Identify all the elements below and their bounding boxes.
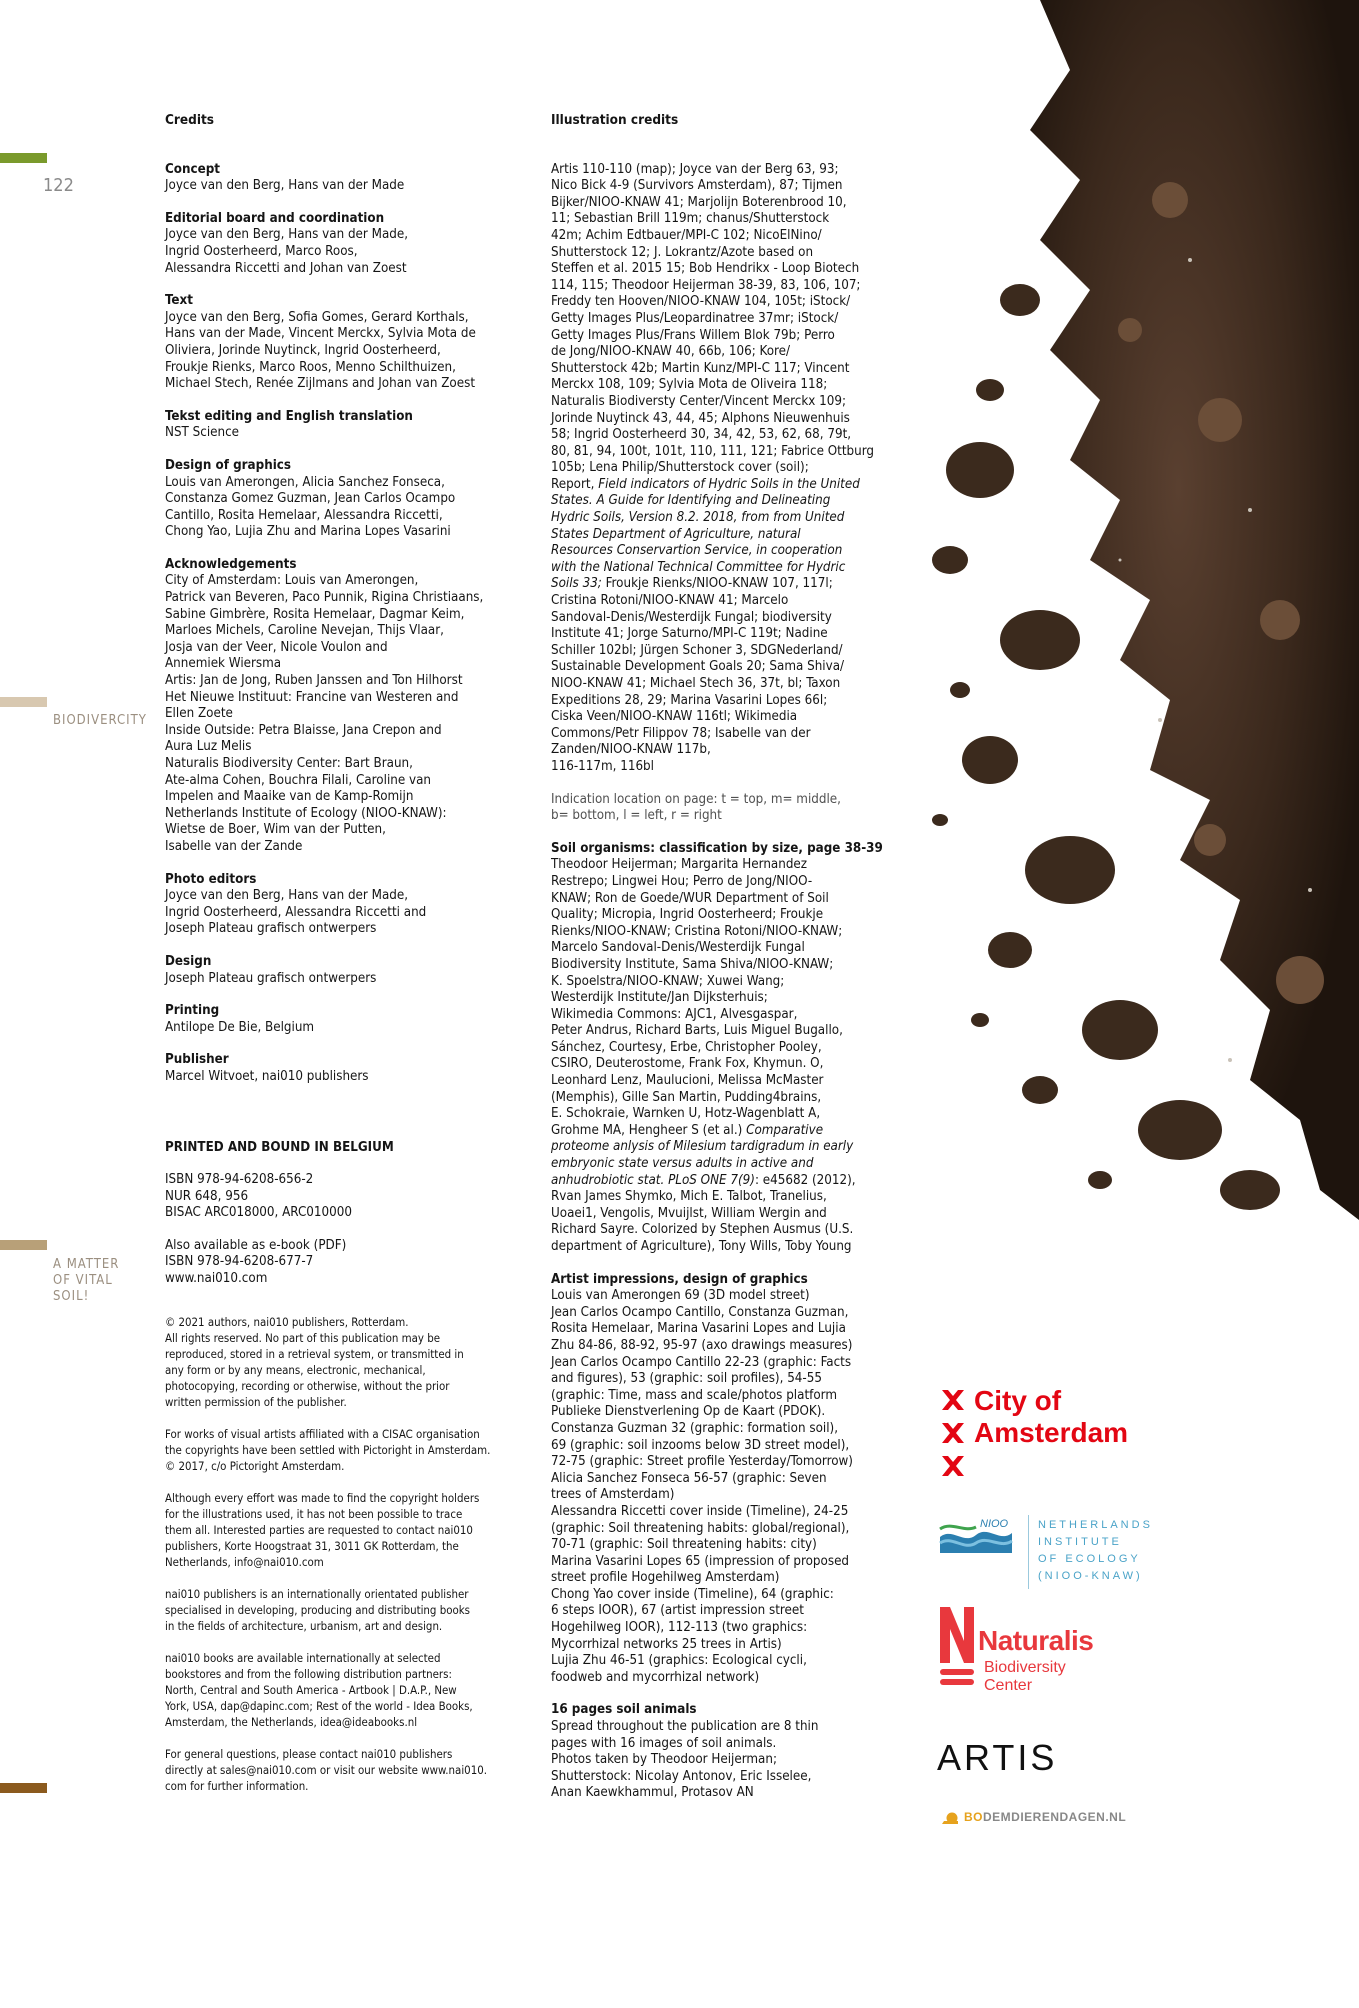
text-line: Louis van Amerongen, Alicia Sanchez Fonseca, <box>165 474 445 490</box>
text-line: nai010 publishers is an internationally orientated publisher <box>165 1586 469 1601</box>
text-line: Sandoval-Denis/Westerdijk Fungal; biodiversity <box>551 609 832 625</box>
text-line: Westerdijk Institute/Jan Dijksterhuis; <box>551 990 768 1006</box>
text-line: bookstores and from the following distribution partners: <box>165 1666 452 1681</box>
artist-impressions-credits <box>551 1272 886 1687</box>
text-line: © 2021 authors, nai010 publishers, Rotterdam. <box>165 1314 409 1329</box>
text-line: Patrick van Beveren, Paco Punnik, Rigina Christiaans, <box>165 590 484 606</box>
credits-section <box>165 293 525 393</box>
paper-line <box>551 1173 886 1190</box>
credits-section-body <box>165 227 525 277</box>
text-line: Chong Yao cover inside (Timeline), 64 (graphic: <box>551 1586 834 1602</box>
credits-section-body <box>165 178 525 195</box>
text-line: foodweb and mycorrhizal network) <box>551 1669 760 1685</box>
text-line: and figures), 53 (graphic: soil profiles), 54-55 <box>551 1371 822 1387</box>
report-title: Field indicators of Hydric Soils in the United <box>598 476 860 492</box>
city-of-amsterdam-xxx-icon <box>940 1388 966 1480</box>
soil-organisms-heading: Soil organisms: classification by size, page 38-39 <box>551 840 883 856</box>
nioo-wave-icon <box>938 1515 1014 1555</box>
text-line: Peter Andrus, Richard Barts, Luis Miguel Bugallo, <box>551 1023 843 1039</box>
text-line: K. Spoelstra/NIOO-KNAW; Xuwei Wang; <box>551 973 785 989</box>
text-line: written permission of the publisher. <box>165 1394 347 1409</box>
text-line: York, USA, dap@dapinc.com; Rest of the world - Idea Books, <box>165 1698 473 1713</box>
text-line: Artis: Jan de Jong, Ruben Janssen and Ton Hilhorst <box>165 673 463 689</box>
text-line: for the illustrations used, it has not been possible to trace <box>165 1506 463 1521</box>
printed-notice: PRINTED AND BOUND IN BELGIUM <box>165 1139 394 1155</box>
text-line: Naturalis Biodiversty Center/Vincent Merckx 109; <box>551 393 847 409</box>
report-title: with the National Technical Committee for Hydric <box>551 559 846 575</box>
text-line: Uoaei1, Vengolis, Mvuijlst, William Wergin and <box>551 1205 827 1221</box>
text-line: Constanza Gomez Guzman, Jean Carlos Ocampo <box>165 491 456 507</box>
text-line: Zanden/NIOO-KNAW 117b, <box>551 742 711 758</box>
text-line: NUR 648, 956 <box>165 1188 249 1204</box>
credits-section-heading: Acknowledgements <box>165 556 297 572</box>
text-line: Mycorrhizal networks 25 trees in Artis) <box>551 1636 782 1652</box>
text-line: Joyce van den Berg, Hans van der Made <box>165 178 405 194</box>
text-line: All rights reserved. No part of this publication may be <box>165 1330 441 1345</box>
text-line: NST Science <box>165 425 240 441</box>
text-line: CSIRO, Deuterostome, Frank Fox, Khymun. O, <box>551 1056 824 1072</box>
text-line: Shutterstock 42b; Martin Kunz/MPI-C 117; Vincent <box>551 360 850 376</box>
report-prefix: Report, <box>551 476 599 492</box>
credits-section <box>165 211 525 277</box>
text-line: Nico Bick 4-9 (Survivors Amsterdam), 87; Tijmen <box>551 178 843 194</box>
text-line: Alessandra Riccetti cover inside (Timeline), 24-25 <box>551 1503 849 1519</box>
soil-animals-heading: 16 pages soil animals <box>551 1702 697 1718</box>
text-line: specialised in developing, producing and distributing books <box>165 1602 471 1617</box>
text-line: 72-75 (graphic: Street profile Yesterday/Tomorrow) <box>551 1454 853 1470</box>
illustration-credits-title: Illustration credits <box>551 112 679 128</box>
legal-block <box>165 1314 525 1794</box>
report-title: States. A Guide for Identifying and Delineating <box>551 493 831 509</box>
text-line: com for further information. <box>165 1778 309 1793</box>
credits-section-heading: Editorial board and coordination <box>165 210 385 226</box>
text-line: Joyce van den Berg, Hans van der Made, <box>165 227 409 243</box>
text-line: For works of visual artists affiliated with a CISAC organisation <box>165 1426 480 1441</box>
text-line: Joyce van den Berg, Hans van der Made, <box>165 888 409 904</box>
text-line: Michael Stech, Renée Zijlmans and Johan van Zoest <box>165 376 476 392</box>
credits-section <box>165 954 525 987</box>
legal-paragraph <box>165 1490 525 1570</box>
text-line: Het Nieuwe Instituut: Francine van Westeren and <box>165 689 459 705</box>
text-line: For general questions, please contact nai010 publishers <box>165 1746 453 1761</box>
text-line: Lujia Zhu 46-51 (graphics: Ecological cycli, <box>551 1653 807 1669</box>
text-line: Joyce van den Berg, Sofia Gomes, Gerard Korthals, <box>165 309 469 325</box>
text-line: Institute 41; Jorge Saturno/MPI-C 119t; Nadine <box>551 626 828 642</box>
text-line: 114, 115; Theodoor Heijerman 38-39, 83, 106, 107; <box>551 277 861 293</box>
text-line: Alicia Sanchez Fonseca 56-57 (graphic: Seven <box>551 1470 827 1486</box>
paper-title: embryonic state versus adults in active and <box>551 1156 814 1172</box>
text-line: in the fields of architecture, urbanism, art and design. <box>165 1618 443 1633</box>
text-line: Quality; Micropia, Ingrid Oosterheerd; Froukje <box>551 907 824 923</box>
report-title: Resources Conservartion Service, in cooperation <box>551 543 843 559</box>
text-line: (graphic: Time, mass and scale/photos platform <box>551 1387 837 1403</box>
text-line: Biodiversity Institute, Sama Shiva/NIOO-KNAW; <box>551 956 834 972</box>
text-line: Rienks/NIOO-KNAW; Cristina Rotoni/NIOO-KNAW; <box>551 923 843 939</box>
text-line: photocopying, recording or otherwise, without the prior <box>165 1378 450 1393</box>
text-line: directly at sales@nai010.com or visit our website www.nai010. <box>165 1762 487 1777</box>
credits-section-heading: Tekst editing and English translation <box>165 408 413 424</box>
naturalis-n-icon <box>938 1605 976 1687</box>
report-title: Hydric Soils, Version 8.2. 2018, from from United <box>551 510 845 526</box>
text-line: Joseph Plateau grafisch ontwerpers <box>165 970 377 986</box>
isbn-block <box>165 1172 525 1222</box>
text-line: Annemiek Wiersma <box>165 656 282 672</box>
credits-section-heading: Concept <box>165 161 221 177</box>
text-line: Hogehilweg IOOR), 112-113 (two graphics: <box>551 1620 808 1636</box>
text-line: Merckx 108, 109; Sylvia Mota de Oliveira 118; <box>551 377 828 393</box>
text-line: Ingrid Oosterheerd, Marco Roos, <box>165 243 358 259</box>
side-label-biodivercity: BIODIVERCITY <box>53 713 147 728</box>
text-line: 11; Sebastian Brill 119m; chanus/Shutterstock <box>551 211 830 227</box>
legal-paragraph <box>165 1586 525 1634</box>
credits-section-body <box>165 971 525 988</box>
credits-section-body <box>165 1069 525 1086</box>
soil-photo <box>920 0 1359 1220</box>
credits-section <box>165 162 525 195</box>
text-line: Wietse de Boer, Wim van der Putten, <box>165 822 386 838</box>
text-line: Rvan James Shymko, Mich E. Talbot, Tranelius, <box>551 1189 827 1205</box>
credits-section <box>165 1052 525 1085</box>
tab-brown <box>0 1783 47 1793</box>
credits-section <box>165 557 525 856</box>
text-line: Zhu 84-86, 88-92, 95-97 (axo drawings measures) <box>551 1337 853 1353</box>
text-line: 80, 81, 94, 100t, 101t, 110, 111, 121; Fabrice Ottburg <box>551 443 874 459</box>
text-line: Ciska Veen/NIOO-KNAW 116tl; Wikimedia <box>551 709 798 725</box>
text-line: North, Central and South America - Artbook | D.A.P., New <box>165 1682 457 1697</box>
legal-paragraph <box>165 1746 525 1794</box>
text-line: Photos taken by Theodoor Heijerman; <box>551 1752 778 1768</box>
text-line: Marcel Witvoet, nai010 publishers <box>165 1068 369 1084</box>
text-line: the copyrights have been settled with Pictoright in Amsterdam. <box>165 1442 491 1457</box>
text-line: 42m; Achim Edtbauer/MPI-C 102; NicoElNino/ <box>551 227 822 243</box>
text-line: Spread throughout the publication are 8 thin <box>551 1719 819 1735</box>
nioo-logo-text: NETHERLANDS INSTITUTE OF ECOLOGY (NIOO-KNAW) <box>1038 1519 1153 1582</box>
text-line: Constanza Guzman 32 (graphic: formation soil), <box>551 1420 838 1436</box>
credits-title: Credits <box>165 112 215 128</box>
credits-section-heading: Design <box>165 953 212 969</box>
text-line: (Memphis), Gille San Martin, Pudding4brains, <box>551 1089 822 1105</box>
text-line: Commons/Petr Filippov 78; Isabelle van der <box>551 725 811 741</box>
text-line: Alessandra Riccetti and Johan van Zoest <box>165 260 407 276</box>
text-line: Wikimedia Commons: AJC1, Alvesgaspar, <box>551 1006 798 1022</box>
text-line: Freddy ten Hooven/NIOO-KNAW 104, 105t; iStock/ <box>551 294 851 310</box>
tab-beige <box>0 697 47 707</box>
text-line: publishers, Korte Hoogstraat 31, 3011 GK Rotterdam, the <box>165 1538 459 1553</box>
credits-section <box>165 872 525 938</box>
text-line: BISAC ARC018000, ARC010000 <box>165 1205 352 1221</box>
text-line: Antilope De Bie, Belgium <box>165 1019 315 1035</box>
text-line: nai010 books are available internationally at selected <box>165 1650 441 1665</box>
text-line: Aura Luz Melis <box>165 739 252 755</box>
credits-section-body <box>165 310 525 393</box>
text-line: Isabelle van der Zande <box>165 838 303 854</box>
paper-ref: : e45682 (2012), <box>754 1172 856 1188</box>
text-line: Marcelo Sandoval-Denis/Westerdijk Fungal <box>551 940 805 956</box>
text-line: Ingrid Oosterheerd, Alessandra Riccetti and <box>165 904 427 920</box>
legal-paragraph <box>165 1650 525 1730</box>
credits-section-heading: Printing <box>165 1003 220 1019</box>
text-line: Marina Vasarini Lopes 65 (impression of proposed <box>551 1553 850 1569</box>
text-line: Jean Carlos Ocampo Cantillo, Constanza Guzman, <box>551 1304 849 1320</box>
text-line: (graphic: Soil threatening habits: global/regional), <box>551 1520 850 1536</box>
text-line: © 2017, c/o Pictoright Amsterdam. <box>165 1458 345 1473</box>
text-line: b= bottom, l = left, r = right <box>551 808 722 824</box>
text-line: Ellen Zoete <box>165 706 233 722</box>
text-line: ISBN 978-94-6208-656-2 <box>165 1172 314 1188</box>
text-line: Publieke Dienstverlening Op de Kaart (PDOK). <box>551 1404 826 1420</box>
credits-section-body <box>165 1020 525 1037</box>
text-line: Naturalis Biodiversity Center: Bart Braun, <box>165 756 413 771</box>
text-line: Artis 110-110 (map); Joyce van der Berg 63, 93; <box>551 161 839 177</box>
grohme-prefix: Grohme MA, Hengheer S (et al.) <box>551 1122 747 1138</box>
text-line: Shutterstock 12; J. Lokrantz/Azote based on <box>551 244 814 260</box>
report-title: States Department of Agriculture, natural <box>551 526 801 542</box>
side-label-vital-soil: A MATTER OF VITAL SOIL! <box>53 1257 120 1304</box>
text-line: 105b; Lena Philip/Shutterstock cover (soil); <box>551 460 809 476</box>
artist-impressions-heading: Artist impressions, design of graphics <box>551 1271 808 1287</box>
text-line: Getty Images Plus/Leopardinatree 37mr; iStock/ <box>551 310 839 326</box>
soil-animals-credits <box>551 1702 886 1802</box>
text-line: Inside Outside: Petra Blaisse, Jana Crepon and <box>165 722 442 738</box>
svg-text:NIOO: NIOO <box>980 1518 1009 1530</box>
paper-title: Comparative <box>746 1122 824 1138</box>
text-line: Rosita Hemelaar, Marina Vasarini Lopes and Lujia <box>551 1321 846 1337</box>
text-line: department of Agriculture), Tony Wills, Toby Young <box>551 1239 852 1254</box>
text-line: Hans van der Made, Vincent Merckx, Sylvia Mota de <box>165 326 476 342</box>
bodemdierendagen-logo: BODEMDIERENDAGEN.NL <box>964 1810 1127 1824</box>
text-line: them all. Interested parties are requested to contact nai010 <box>165 1522 473 1537</box>
text-line: Ate-alma Cohen, Bouchra Filali, Caroline van <box>165 772 432 788</box>
text-line: Amsterdam, the Netherlands, idea@ideabooks.nl <box>165 1714 418 1729</box>
text-line: Getty Images Plus/Frans Willem Blok 79b; Perro <box>551 327 835 343</box>
credits-section-body <box>165 888 525 938</box>
text-line: Restrepo; Lingwei Hou; Perro de Jong/NIOO- <box>551 873 813 889</box>
credits-section-body <box>165 573 525 855</box>
text-line: 58; Ingrid Oosterheerd 30, 34, 42, 53, 62, 68, 79t, <box>551 427 852 443</box>
text-line: pages with 16 images of soil animals. <box>551 1735 777 1751</box>
credits-section-heading: Photo editors <box>165 871 257 887</box>
ebook-block <box>165 1238 525 1288</box>
text-line: Cantillo, Rosita Hemelaar, Alessandra Riccetti, <box>165 507 443 523</box>
text-line: Steffen et al. 2015 15; Bob Hendrikx - Loop Biotech <box>551 261 860 277</box>
text-line: Expeditions 28, 29; Marina Vasarini Lopes 66l; <box>551 692 828 708</box>
credits-section-heading: Design of graphics <box>165 457 292 473</box>
text-line: Theodoor Heijerman; Margarita Hernandez <box>551 857 808 873</box>
credits-section <box>165 458 525 541</box>
text-line: Joseph Plateau grafisch ontwerpers <box>165 921 377 937</box>
report-tail: Froukje Rienks/NIOO-KNAW 107, 117l; <box>601 576 833 592</box>
text-line: Sánchez, Courtesy, Erbe, Christopher Pooley, <box>551 1039 822 1055</box>
illustration-credits-column <box>551 112 886 1818</box>
text-line: Jean Carlos Ocampo Cantillo 22-23 (graphic: Facts <box>551 1354 852 1370</box>
text-line: Impelen and Maaike van de Kamp-Romijn <box>165 789 414 805</box>
text-line: Cristina Rotoni/NIOO-KNAW 41; Marcelo <box>551 593 789 609</box>
text-line: 6 steps IOOR), 67 (artist impression street <box>551 1603 804 1619</box>
text-line: Indication location on page: t = top, m= middle, <box>551 791 841 807</box>
text-line: Louis van Amerongen 69 (3D model street) <box>551 1288 810 1304</box>
text-line: Sustainable Development Goals 20; Sama Shiva/ <box>551 659 845 675</box>
text-line: Shutterstock: Nicolay Antonov, Eric Isselee, <box>551 1768 812 1784</box>
text-line: ISBN 978-94-6208-677-7 <box>165 1254 314 1270</box>
legal-paragraph <box>165 1426 525 1474</box>
text-line: Chong Yao, Lujia Zhu and Marina Lopes Vasarini <box>165 524 451 540</box>
paper-title: proteome anlysis of Milesium tardigradum in early <box>551 1139 854 1155</box>
text-line: 116-117m, 116bl <box>551 758 654 774</box>
text-line: reproduced, stored in a retrieval system, or transmitted in <box>165 1346 464 1361</box>
text-line: Marloes Michels, Caroline Nevejan, Thijs Vlaar, <box>165 623 444 639</box>
legal-paragraph <box>165 1314 525 1410</box>
indication-note <box>551 792 886 825</box>
snail-icon <box>940 1810 960 1826</box>
report-line <box>551 477 886 494</box>
tab-green <box>0 153 47 163</box>
city-of-amsterdam-logo: City of Amsterdam <box>974 1385 1129 1448</box>
text-line: Leonhard Lenz, Maulucioni, Melissa McMaster <box>551 1073 824 1089</box>
text-line: City of Amsterdam: Louis van Amerongen, <box>165 573 419 589</box>
report-title: Soils 33; <box>551 576 602 592</box>
text-line: Josja van der Veer, Nicole Voulon and <box>165 639 388 655</box>
artis-logo: ARTIS <box>937 1737 1058 1778</box>
text-line: Oliviera, Jorinde Nuytinck, Ingrid Oosterheerd, <box>165 342 441 358</box>
text-line: Schiller 102bl; Jürgen Schoner 3, SDGNederland/ <box>551 642 843 658</box>
text-line: Richard Sayre. Colorized by Stephen Ausmus (U.S. <box>551 1222 854 1238</box>
credits-section-body <box>165 475 525 541</box>
credits-section-heading: Text <box>165 293 193 309</box>
naturalis-logo-word: Naturalis <box>978 1625 1094 1656</box>
text-line: 69 (graphic: soil inzooms below 3D street model), <box>551 1437 850 1453</box>
page-number: 122 <box>43 175 74 196</box>
text-line: Also available as e-book (PDF) <box>165 1237 347 1253</box>
text-line: trees of Amsterdam) <box>551 1487 675 1503</box>
text-line: KNAW; Ron de Goede/WUR Department of Soil <box>551 890 829 906</box>
text-line: any form or by any means, electronic, mechanical, <box>165 1362 426 1377</box>
credits-section-heading: Publisher <box>165 1052 229 1068</box>
credits-section-body <box>165 425 525 442</box>
text-line: street profile Hogehilweg Amsterdam) <box>551 1570 780 1586</box>
illustration-credits-list <box>551 162 886 776</box>
text-line: Sabine Gimbrère, Rosita Hemelaar, Dagmar Keim, <box>165 606 465 622</box>
text-line: NIOO-KNAW 41; Michael Stech 36, 37t, bl; Taxon <box>551 676 841 691</box>
text-line: www.nai010.com <box>165 1271 268 1287</box>
text-line: de Jong/NIOO-KNAW 40, 66b, 106; Kore/ <box>551 344 791 360</box>
text-line: 70-71 (graphic: Soil threatening habits: city) <box>551 1537 817 1553</box>
nioo-divider <box>1028 1515 1029 1589</box>
text-line: Although every effort was made to find the copyright holders <box>165 1490 480 1505</box>
soil-organisms-credits <box>551 841 886 1256</box>
text-line: E. Schokraie, Warnken U, Hotz-Wagenblatt A, <box>551 1106 821 1122</box>
text-line: Froukje Rienks, Marco Roos, Menno Schilthuizen, <box>165 359 456 375</box>
naturalis-logo-sub: Biodiversity Center <box>984 1659 1066 1694</box>
credits-section <box>165 409 525 442</box>
text-line: Bijker/NIOO-KNAW 41; Marjolijn Boterenbrood 10, <box>551 194 847 210</box>
credits-column <box>165 112 525 1810</box>
report-line <box>551 576 886 593</box>
paper-title: anhudrobiotic stat. PLoS ONE 7(9) <box>551 1172 755 1188</box>
text-line: Anan Kaewkhammul, Protasov AN <box>551 1785 754 1801</box>
text-line: Netherlands Institute of Ecology (NIOO-KNAW): <box>165 805 447 821</box>
grohme-line <box>551 1123 886 1140</box>
text-line: Netherlands, info@nai010.com <box>165 1554 324 1569</box>
credits-section <box>165 1003 525 1036</box>
text-line: Jorinde Nuytinck 43, 44, 45; Alphons Nieuwenhuis <box>551 410 850 426</box>
tab-tan <box>0 1240 47 1250</box>
